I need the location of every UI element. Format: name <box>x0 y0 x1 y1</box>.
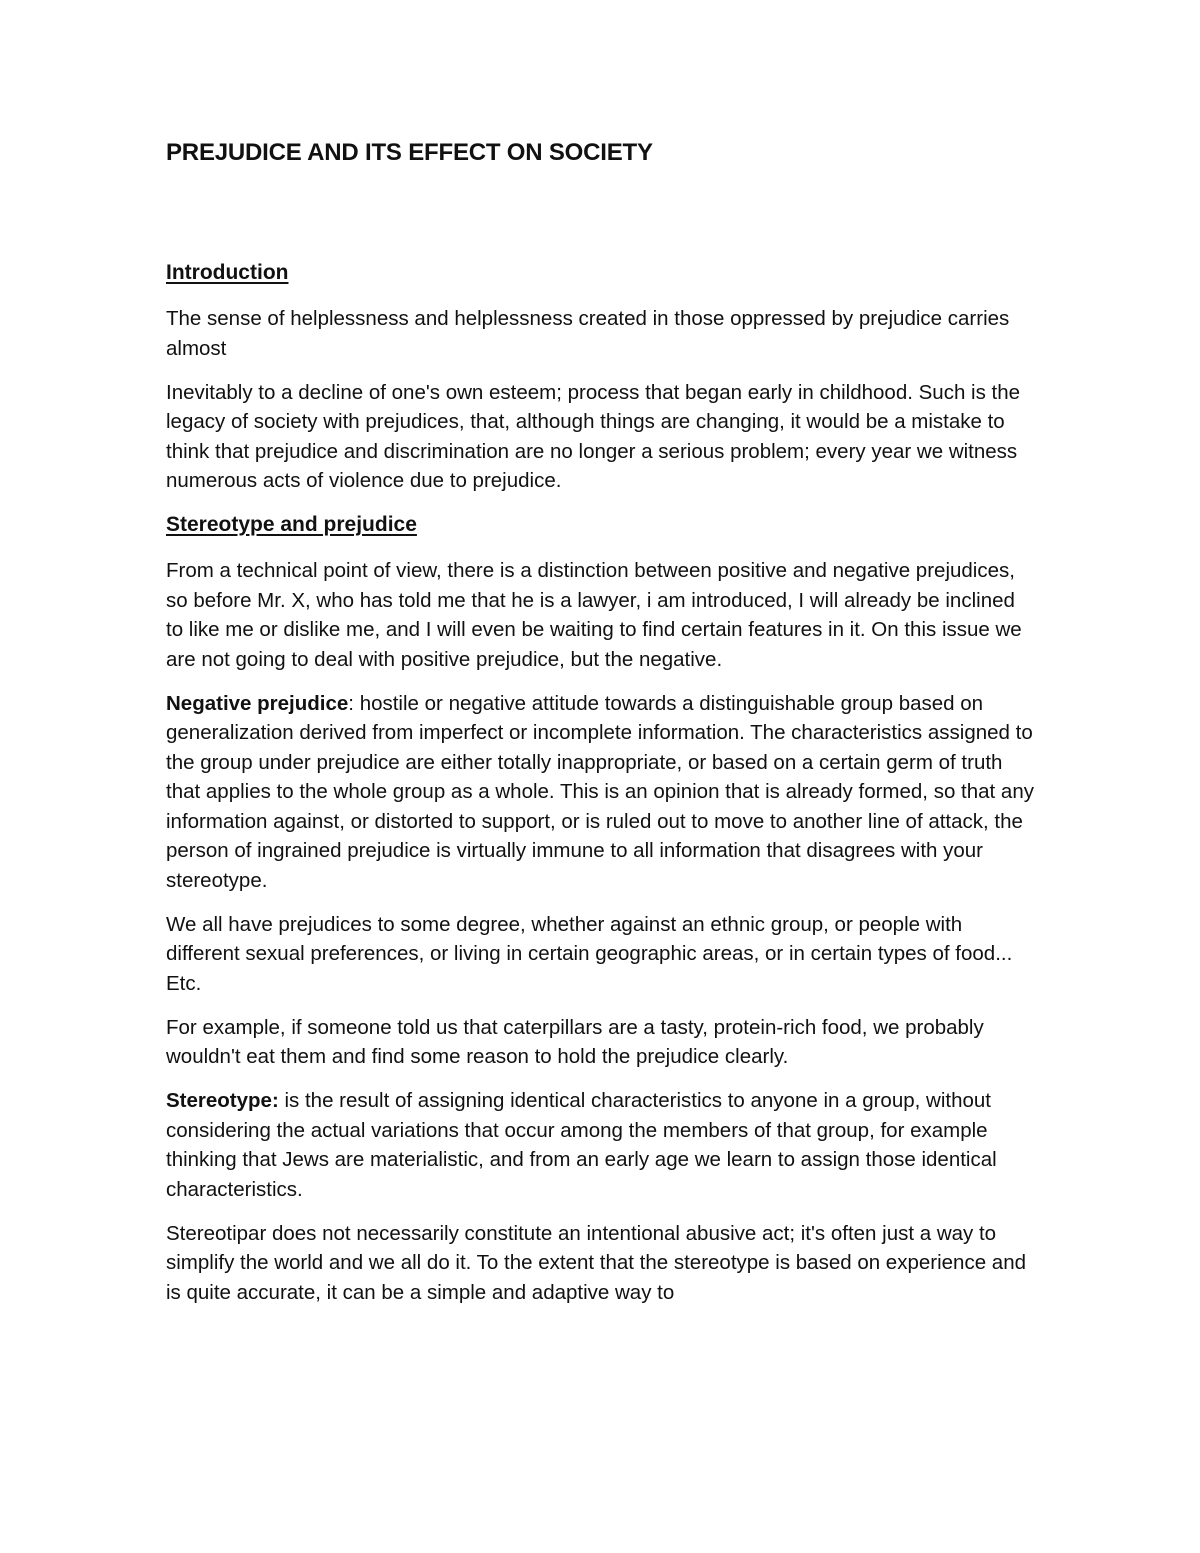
negative-prejudice-definition <box>166 689 1036 896</box>
negative-prejudice-text: : hostile or negative attitude towards a distinguishable group based on generalization derived from imperfect or incomplete information. The characteristics assigned to the group under prejudice are either totally inappropriate, or based on a certain germ of truth that applies to the whole group as a whole. This is an opinion that is already formed, so that any information against, or distorted to support, or is ruled out to move to another line of attack, the person of ingrained prejudice is virtually immune to all information that disagrees with your stereotype. <box>166 691 1034 892</box>
stereotype-term: Stereotype: <box>166 1089 279 1112</box>
document-body <box>166 258 1036 1322</box>
intro-paragraph-2: Inevitably to a decline of one's own esteem; process that began early in childhood. Such is the legacy of society with prejudices, that, although things are changing, it would be a mistake to think that prejudice and discrimination are no longer a serious problem; every year we witness numerous acts of violence due to prejudice. <box>166 380 1021 492</box>
stereotipar-paragraph: Stereotipar does not necessarily constitute an intentional abusive act; it's often just a way to simplify the world and we all do it. To the extent that the stereotype is based on experience and is quite accurate, it can be a simple and adaptive way to <box>166 1221 1026 1304</box>
stereotype-text: is the result of assigning identical characteristics to anyone in a group, without considering the actual variations that occur among the members of that group, for example thinking that Jews are materialistic, and from an early age we learn to assign those identical characteristics. <box>166 1089 997 1201</box>
everyone-has-prejudices-paragraph: We all have prejudices to some degree, whether against an ethnic group, or people with different sexual preferences, or living in certain geographic areas, or in certain types of food... Etc. <box>166 912 1013 995</box>
document-title: PREJUDICE AND ITS EFFECT ON SOCIETY <box>166 139 653 166</box>
section-heading-introduction: Introduction <box>166 261 289 284</box>
intro-paragraph-1: The sense of helplessness and helplessness created in those oppressed by prejudice carries almost <box>166 307 1010 360</box>
positive-negative-paragraph: From a technical point of view, there is a distinction between positive and negative prejudices, so before Mr. X, who has told me that he is a lawyer, i am introduced, I will already be inclined to like me or dislike me, and I will even be waiting to find certain features in it. On this issue we are not going to deal with positive prejudice, but the negative. <box>166 559 1022 671</box>
stereotype-definition <box>166 1086 1036 1204</box>
caterpillar-example-paragraph: For example, if someone told us that caterpillars are a tasty, protein-rich food, we probably wouldn't eat them and find some reason to hold the prejudice clearly. <box>166 1015 984 1068</box>
negative-prejudice-term: Negative prejudice <box>166 691 349 715</box>
section-heading-stereotype-and-prejudice: Stereotype and prejudice <box>166 513 417 536</box>
